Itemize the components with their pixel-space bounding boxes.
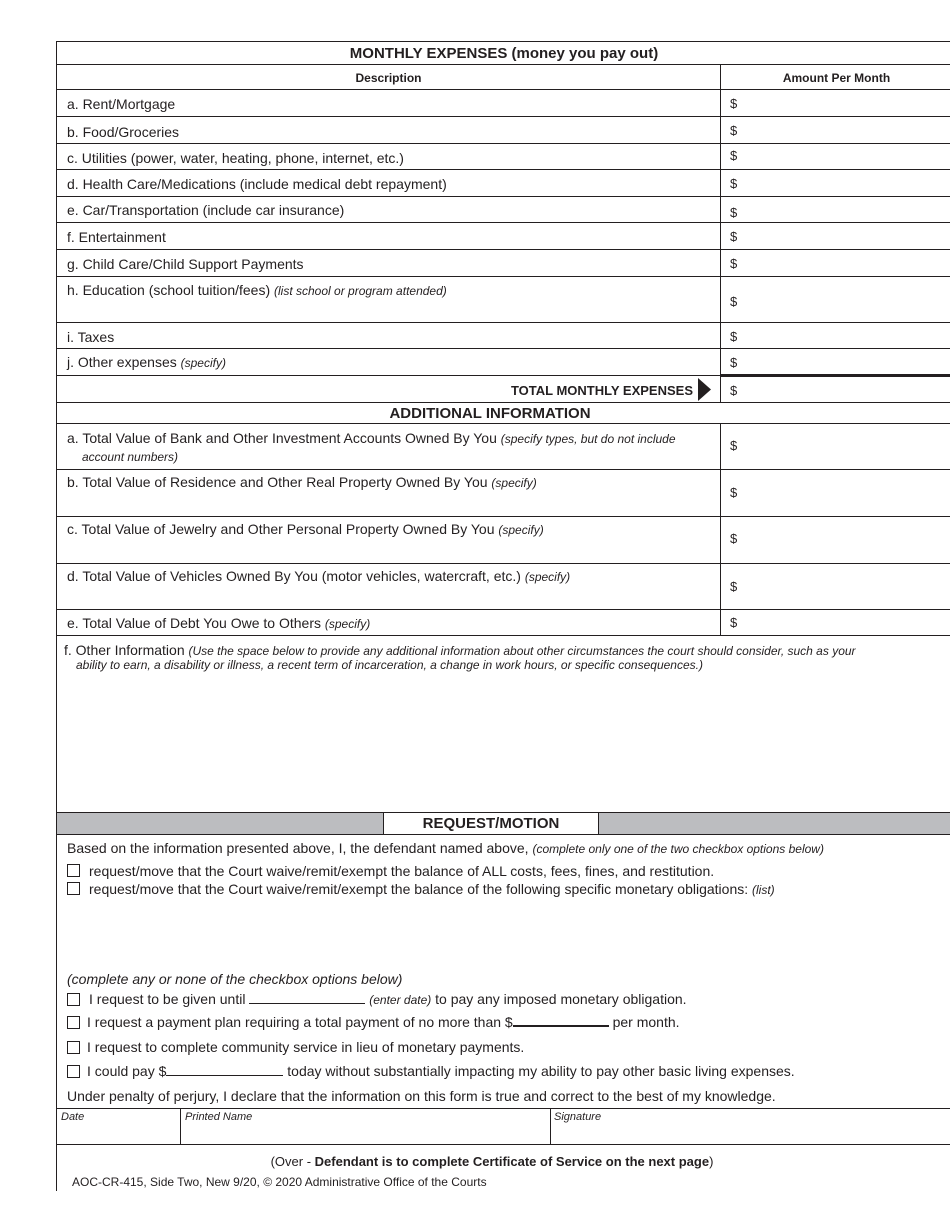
additional-label-text: b. Total Value of Residence and Other Real Property Owned By You <box>67 474 488 490</box>
other-info-note-cont: ability to earn, a disability or illness, a recent term of incarceration, a change in work hours, or specific consequences.) <box>76 658 703 672</box>
amount-field[interactable] <box>720 250 738 276</box>
additional-row-debt <box>57 610 950 636</box>
additional-label <box>67 430 707 446</box>
waive-specific-note: (list) <box>752 883 775 897</box>
additional-row-vehicles <box>57 564 950 610</box>
expense-row-education <box>57 277 950 323</box>
additional-note: (specify) <box>324 617 371 631</box>
additional-label-text: c. Total Value of Jewelry and Other Personal Property Owned By You <box>67 521 495 537</box>
additional-note: (specify) <box>491 476 537 490</box>
over-note <box>57 1154 927 1169</box>
printed-name-label: Printed Name <box>185 1111 253 1123</box>
other-info-label-text: f. Other Information <box>64 642 185 658</box>
waive-specific-text: request/move that the Court waive/remit/exempt the balance of the following specific monetary obligations: <box>89 881 749 897</box>
additional-title-row <box>57 403 950 424</box>
payment-plan-line <box>87 1014 680 1030</box>
payment-plan-amount-field[interactable] <box>513 1025 609 1027</box>
expense-label: i. Taxes <box>67 329 115 345</box>
extension-pre: I request to be given until <box>89 991 246 1007</box>
value-field[interactable] <box>720 424 738 469</box>
additional-row-bank <box>57 424 950 470</box>
request-title: REQUEST/MOTION <box>383 813 599 834</box>
arrow-right-icon <box>698 378 711 401</box>
amount-field[interactable] <box>720 144 738 169</box>
additional-label <box>67 521 544 537</box>
expense-label: g. Child Care/Child Support Payments <box>67 256 304 272</box>
expense-label: a. Rent/Mortgage <box>67 96 176 112</box>
amount-header: Amount Per Month <box>782 71 891 85</box>
expense-label: e. Car/Transportation (include car insurance) <box>67 202 345 218</box>
additional-note-cont: account numbers) <box>82 450 179 464</box>
expense-label: f. Entertainment <box>67 229 166 245</box>
additional-label-text: d. Total Value of Vehicles Owned By You (motor vehicles, watercraft, etc.) <box>67 568 521 584</box>
amount-field[interactable] <box>720 90 738 116</box>
expense-label-text: j. Other expenses <box>67 354 177 370</box>
payment-plan-checkbox[interactable] <box>67 1016 80 1029</box>
waive-all-text: request/move that the Court waive/remit/exempt the balance of ALL costs, fees, fines, and restitution. <box>89 863 715 879</box>
request-intro-text: Based on the information presented above, I, the defendant named above, <box>67 840 529 856</box>
additional-label <box>67 615 370 631</box>
additional-note: (specify) <box>498 523 544 537</box>
other-info-note: (Use the space below to provide any additional information about other circumstances the court should consider, such as your <box>188 644 856 658</box>
expense-row-rent <box>57 90 950 117</box>
expense-note: (list school or program attended) <box>274 284 447 298</box>
description-header: Description <box>355 71 422 85</box>
value-field[interactable] <box>720 564 738 609</box>
additional-note: (specify) <box>524 570 571 584</box>
dollar-sign: $ <box>730 256 738 271</box>
dollar-sign: $ <box>730 438 738 453</box>
additional-title: ADDITIONAL INFORMATION <box>389 405 591 422</box>
amount-field[interactable] <box>720 197 738 222</box>
amount-field[interactable] <box>720 323 738 348</box>
additional-label <box>67 474 537 490</box>
other-information-box[interactable] <box>57 636 950 813</box>
could-pay-amount-field[interactable] <box>166 1075 283 1076</box>
amount-field[interactable] <box>720 223 738 249</box>
over-post: ) <box>709 1154 714 1169</box>
court-form <box>56 41 950 1191</box>
request-intro <box>67 840 824 856</box>
date-label: Date <box>61 1111 85 1123</box>
expense-label-text: h. Education (school tuition/fees) <box>67 282 271 298</box>
could-pay-line <box>87 1063 795 1079</box>
extension-checkbox[interactable] <box>67 993 80 1006</box>
payment-plan-pre: I request a payment plan requiring a total payment of no more than $ <box>87 1014 513 1030</box>
waive-specific-label <box>89 881 775 897</box>
dollar-sign: $ <box>730 355 738 370</box>
date-field[interactable] <box>57 1109 180 1144</box>
additional-row-residence <box>57 470 950 517</box>
additional-note: (specify types, but do not include <box>500 432 676 446</box>
form-identifier: AOC-CR-415, Side Two, New 9/20, © 2020 Administrative Office of the Courts <box>72 1175 487 1189</box>
signature-label: Signature <box>554 1111 602 1123</box>
perjury-statement: Under penalty of perjury, I declare that the information on this form is true and correct to the best of my knowledge. <box>67 1088 776 1104</box>
dollar-sign: $ <box>730 579 738 594</box>
community-service-checkbox[interactable] <box>67 1041 80 1054</box>
value-field[interactable] <box>720 470 738 516</box>
expense-row-other <box>57 349 950 376</box>
expense-label <box>67 282 447 298</box>
expense-label: c. Utilities (power, water, heating, phone, internet, etc.) <box>67 150 404 166</box>
additional-label-text: a. Total Value of Bank and Other Investment Accounts Owned By You <box>67 430 497 446</box>
dollar-sign: $ <box>730 148 738 163</box>
value-field[interactable] <box>720 610 738 635</box>
printed-name-field[interactable] <box>180 1109 551 1144</box>
extension-note: (enter date) <box>369 993 432 1007</box>
signature-row <box>57 1108 950 1145</box>
dollar-sign: $ <box>730 485 738 500</box>
over-pre: (Over - <box>270 1154 315 1169</box>
amount-header-cell <box>720 65 891 89</box>
waive-all-checkbox[interactable] <box>67 864 80 877</box>
dollar-sign: $ <box>730 176 738 191</box>
amount-field[interactable] <box>720 277 738 322</box>
payment-plan-post: per month. <box>612 1014 680 1030</box>
total-amount-field[interactable] <box>720 376 738 402</box>
dollar-sign: $ <box>730 383 738 398</box>
dollar-sign: $ <box>730 615 738 630</box>
dollar-sign: $ <box>730 205 738 220</box>
expenses-header-row <box>57 65 950 90</box>
additional-row-jewelry <box>57 517 950 564</box>
could-pay-checkbox[interactable] <box>67 1065 80 1078</box>
expense-row-childcare <box>57 250 950 277</box>
expense-row-entertainment <box>57 223 950 250</box>
community-service-text: I request to complete community service in lieu of monetary payments. <box>87 1039 525 1055</box>
expense-label: b. Food/Groceries <box>67 124 180 140</box>
expense-label: d. Health Care/Medications (include medical debt repayment) <box>67 176 447 192</box>
total-rule <box>721 374 950 377</box>
expense-note: (specify) <box>180 356 226 370</box>
dollar-sign: $ <box>730 531 738 546</box>
extension-date-field[interactable] <box>249 1003 365 1004</box>
extension-post: to pay any imposed monetary obligation. <box>435 991 687 1007</box>
amount-field[interactable] <box>720 170 738 196</box>
expenses-title-row <box>57 42 950 65</box>
expense-row-car <box>57 197 950 223</box>
optional-instructions: (complete any or none of the checkbox options below) <box>67 971 403 987</box>
over-bold: Defendant is to complete Certificate of Service on the next page <box>314 1154 710 1169</box>
request-intro-note: (complete only one of the two checkbox options below) <box>532 842 824 856</box>
dollar-sign: $ <box>730 294 738 309</box>
dollar-sign: $ <box>730 123 738 138</box>
additional-label-text: e. Total Value of Debt You Owe to Others <box>67 615 321 631</box>
amount-field[interactable] <box>720 349 738 375</box>
expense-row-taxes <box>57 323 950 349</box>
amount-field[interactable] <box>720 117 738 143</box>
extension-line <box>89 991 687 1007</box>
additional-label <box>67 568 570 584</box>
could-pay-pre: I could pay $ <box>87 1063 167 1079</box>
could-pay-post: today without substantially impacting my ability to pay other basic living expenses. <box>287 1063 795 1079</box>
total-row <box>57 376 950 403</box>
waive-specific-checkbox[interactable] <box>67 882 80 895</box>
other-info-label <box>64 642 924 658</box>
value-field[interactable] <box>720 517 738 563</box>
request-title-row <box>57 813 950 835</box>
signature-field[interactable] <box>550 1109 950 1144</box>
dollar-sign: $ <box>730 229 738 244</box>
dollar-sign: $ <box>730 96 738 111</box>
expense-row-utilities <box>57 144 950 170</box>
expense-row-food <box>57 117 950 144</box>
total-label: TOTAL MONTHLY EXPENSES <box>510 383 693 398</box>
expenses-title: MONTHLY EXPENSES (money you pay out) <box>349 45 659 62</box>
expense-row-health <box>57 170 950 197</box>
dollar-sign: $ <box>730 329 738 344</box>
expense-label <box>67 354 226 370</box>
